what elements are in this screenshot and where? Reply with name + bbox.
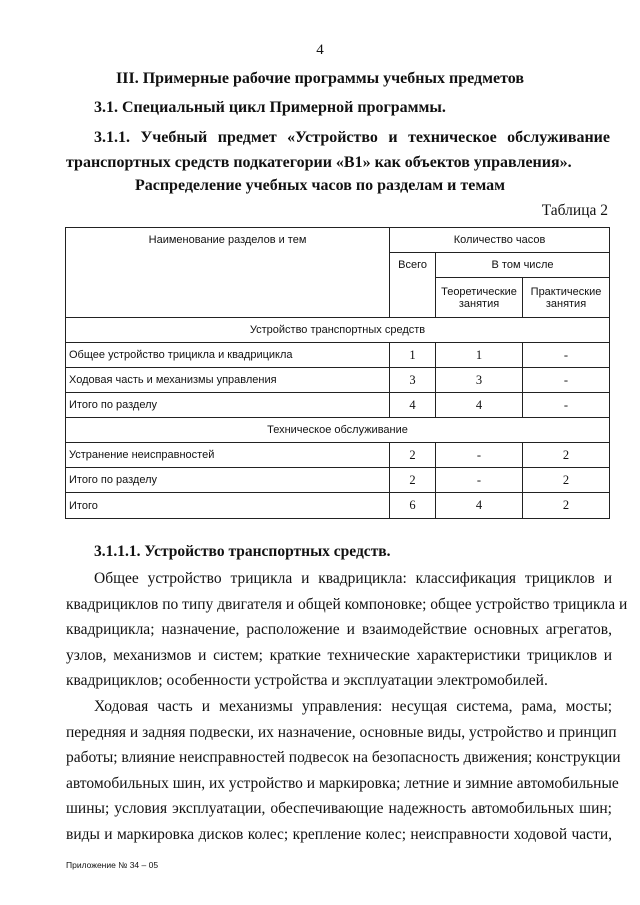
paragraph-line: квадрициклов; особенности устройства и эксплуатации электромобилей. [66, 672, 548, 689]
section-heading: III. Примерные рабочие программы учебных предметов [116, 70, 524, 87]
table-caption: Таблица 2 [541, 202, 608, 219]
row-name: Итого [66, 493, 390, 519]
paragraph-line: Ходовая часть и механизмы управления: несущая система, рама, мосты; [94, 698, 612, 715]
row-name: Итого по разделу [66, 393, 390, 418]
paragraph-line: Общее устройство трицикла и квадрицикла: классификация трициклов и [94, 570, 612, 587]
row-practice: 2 [523, 493, 610, 519]
subsection-title: 3.1.1.1. Устройство транспортных средств. [94, 543, 391, 560]
row-total: 6 [390, 493, 436, 519]
paragraph-line: шины; условия эксплуатации, обеспечивающие надежность автомобильных шин; [66, 800, 612, 817]
row-practice: - [523, 393, 610, 418]
table-row-total [66, 493, 610, 519]
header-name: Наименование разделов и тем [66, 228, 390, 318]
paragraph-line: квадрициклов по типу двигателя и общей компоновке; общее устройство трицикла и [66, 595, 628, 613]
header-hours: Количество часов [390, 228, 610, 253]
row-practice: - [523, 368, 610, 393]
row-name: Ходовая часть и механизмы управления [66, 368, 390, 393]
row-total: 2 [390, 468, 436, 493]
page-number: 4 [316, 42, 324, 58]
row-practice: 2 [523, 443, 610, 468]
row-name: Общее устройство трицикла и квадрицикла [66, 343, 390, 368]
row-total: 2 [390, 443, 436, 468]
row-practice: - [523, 343, 610, 368]
table-row [66, 443, 610, 468]
page-footer: Приложение № 34 – 05 [66, 860, 159, 870]
subject-heading [66, 125, 610, 175]
table-row [66, 368, 610, 393]
row-name: Устранение неисправностей [66, 443, 390, 468]
header-theory: Теоретические занятия [436, 278, 523, 318]
table-row [66, 343, 610, 368]
header-total: Всего [390, 253, 436, 318]
row-theory: 3 [436, 368, 523, 393]
row-name: Итого по разделу [66, 468, 390, 493]
row-total: 4 [390, 393, 436, 418]
distribution-heading: Распределение учебных часов по разделам и темам [134, 177, 506, 194]
paragraph-line: узлов, механизмов и систем; краткие технические характеристики трициклов и [66, 646, 612, 664]
row-theory: - [436, 468, 523, 493]
hours-table [65, 227, 610, 519]
section-row-title: Устройство транспортных средств [66, 318, 610, 343]
subject-heading-line-1: 3.1.1. Учебный предмет «Устройство и техническое обслуживание [94, 129, 610, 146]
row-total: 1 [390, 343, 436, 368]
paragraph-line: виды и маркировка дисков колес; крепление колес; неисправности ходовой части, [66, 825, 612, 843]
row-theory: 1 [436, 343, 523, 368]
header-practice: Практические занятия [523, 278, 610, 318]
paragraph-2 [66, 694, 621, 847]
row-theory: - [436, 443, 523, 468]
paragraph-line: передняя и задняя подвески, их назначение, основные виды, устройство и принцип [66, 723, 617, 741]
header-including: В том числе [436, 253, 610, 278]
row-theory: 4 [436, 493, 523, 519]
paragraph-1 [66, 566, 628, 694]
table-row [66, 393, 610, 418]
table-row [66, 468, 610, 493]
paragraph-line: работы; влияние неисправностей подвесок на безопасность движения; конструкции [66, 749, 621, 766]
section-row-title: Техническое обслуживание [66, 418, 610, 443]
cycle-heading: 3.1. Специальный цикл Примерной программы. [94, 99, 446, 116]
row-total: 3 [390, 368, 436, 393]
row-theory: 4 [436, 393, 523, 418]
row-practice: 2 [523, 468, 610, 493]
paragraph-line: квадрицикла; назначение, расположение и взаимодействие основных агрегатов, [66, 621, 612, 638]
subject-heading-line-2: транспортных средств подкатегории «B1» как объектов управления». [66, 154, 572, 171]
paragraph-line: автомобильных шин, их устройство и маркировка; летние и зимние автомобильные [66, 774, 619, 792]
